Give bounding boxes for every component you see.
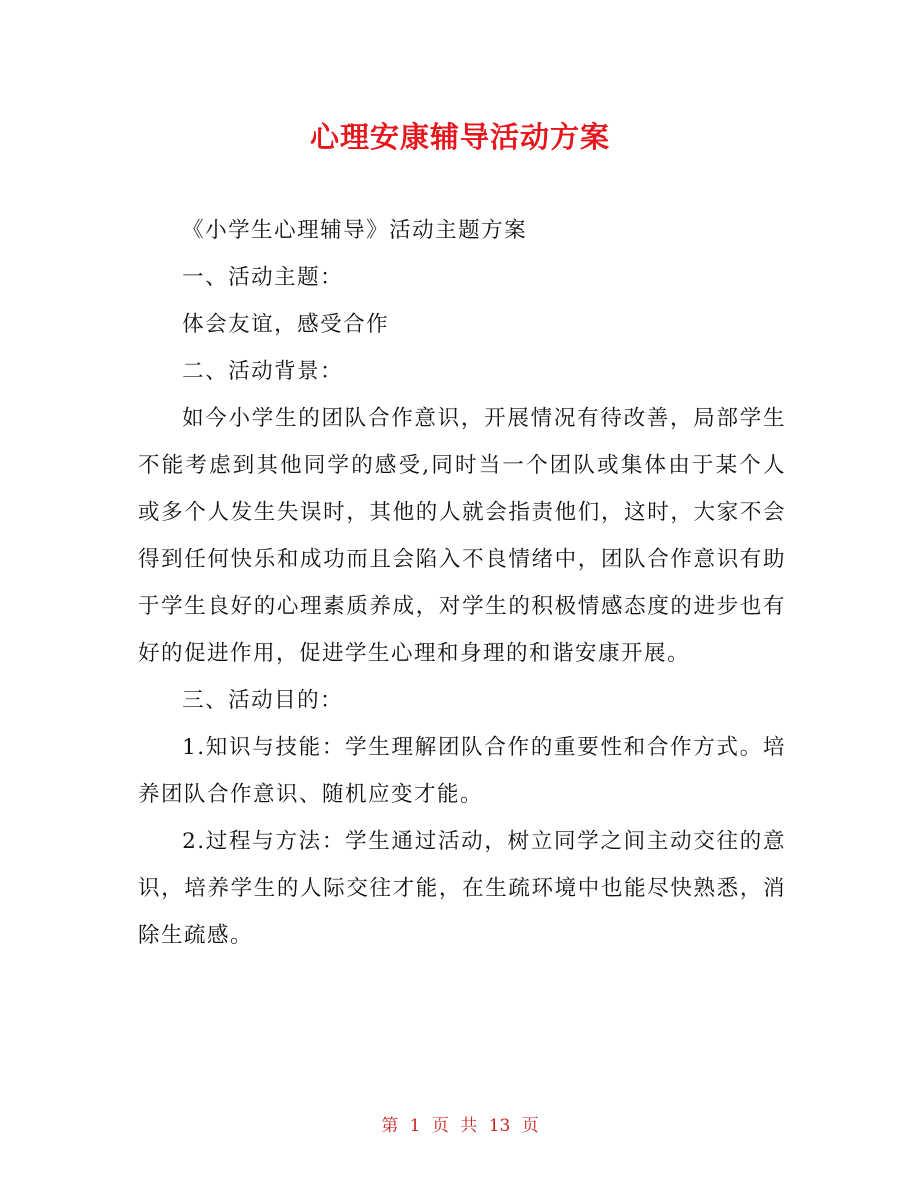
paragraph-heading-purpose: 三、活动目的： bbox=[182, 688, 344, 713]
paragraph-background: 如今小学生的团队合作意识，开展情况有待改善，局部学生不能考虑到其他同学的感受,同时当一个团队或集体由于某个人或多个人发生失误时，其他的人就会指责他们，这时，大家不会得到任何快乐和成功而且会陷入不良情绪中，团队合作意识有助于学生良好的心理素质养成，对学生的积极情感态度的进步也有好的促进作用，促进学生心理和身理的和谐安康开展。 bbox=[138, 406, 786, 666]
paragraph-heading-background: 二、活动背景： bbox=[182, 359, 344, 384]
document-body bbox=[138, 207, 786, 959]
paragraph-purpose-1: 1.知识与技能：学生理解团队合作的重要性和合作方式。培养团队合作意识、随机应变才能。 bbox=[138, 735, 786, 807]
page-number-footer: 第 1 页 共 13 页 bbox=[381, 1116, 539, 1136]
document-title: 心理安康辅导活动方案 bbox=[309, 120, 610, 154]
paragraph-theme: 体会友谊，感受合作 bbox=[182, 312, 390, 337]
paragraph-purpose-2: 2.过程与方法：学生通过活动，树立同学之间主动交往的意识，培养学生的人际交往才能，在生疏环境中也能尽快熟悉，消除生疏感。 bbox=[138, 829, 786, 948]
paragraph-subtitle: 《小学生心理辅导》活动主题方案 bbox=[182, 218, 528, 243]
paragraph-heading-theme: 一、活动主题： bbox=[182, 265, 344, 290]
